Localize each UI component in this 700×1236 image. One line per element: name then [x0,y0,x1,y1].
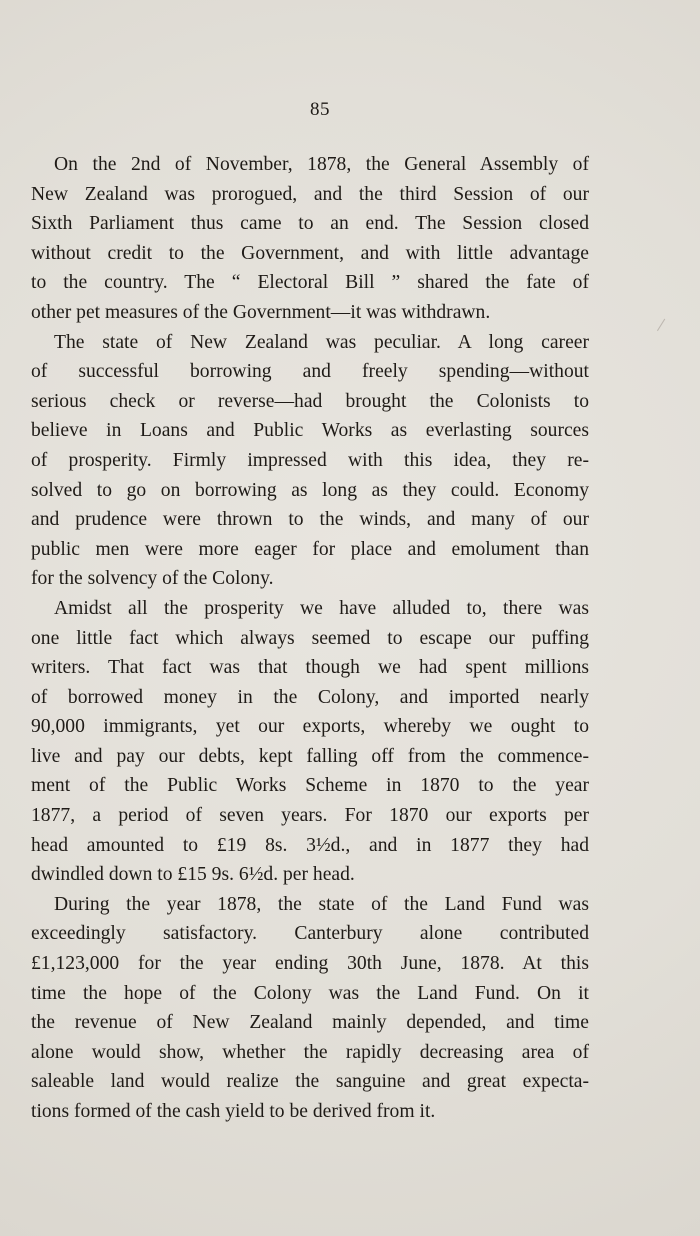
text-line: time the hope of the Colony was the Land Fund. On it [31,982,589,1004]
text-line: £1,123,000 for the year ending 30th June, 1878. At this [31,953,589,975]
text-line: writers. That fact was that though we had spent millions [31,657,589,679]
text-line: serious check or reverse—had brought the Colonists to [31,390,589,412]
text-line: to the country. The “ Electoral Bill ” shared the fate of [31,272,589,294]
text-line: for the solvency of the Colony. [31,568,274,590]
text-line: The state of New Zealand was peculiar. A long career [54,331,589,353]
text-line: and prudence were thrown to the winds, and many of our [31,509,589,531]
text-line: other pet measures of the Government—it was withdrawn. [31,301,491,323]
text-line: Sixth Parliament thus came to an end. The Session closed [31,213,589,235]
text-line: one little fact which always seemed to escape our puffing [31,627,589,649]
text-line: 90,000 immigrants, yet our exports, whereby we ought to [31,716,589,738]
text-line: the revenue of New Zealand mainly depended, and time [31,1012,589,1034]
text-line: alone would show, whether the rapidly decreasing area of [31,1041,589,1063]
text-line: New Zealand was prorogued, and the third Session of our [31,183,589,205]
text-line: of borrowed money in the Colony, and imported nearly [31,686,589,708]
text-line: of successful borrowing and freely spending—without [31,361,589,383]
text-line: 1877, a period of seven years. For 1870 our exports per [31,805,589,827]
text-line: tions formed of the cash yield to be derived from it. [31,1101,436,1122]
body-text [31,150,589,1127]
text-line: without credit to the Government, and with little advantage [31,242,589,264]
text-line: ment of the Public Works Scheme in 1870 to the year [31,775,589,797]
text-line: exceedingly satisfactory. Canterbury alone contributed [31,923,589,945]
text-line: On the 2nd of November, 1878, the General Assembly of [54,154,589,175]
text-line: Amidst all the prosperity we have alluded to, there was [54,597,589,619]
text-line: public men were more eager for place and emolument than [31,538,589,560]
text-line: saleable land would realize the sanguine and great expecta- [31,1071,589,1093]
text-line: dwindled down to £15 9s. 6½d. per head. [31,864,355,886]
text-line: head amounted to £19 8s. 3½d., and in 1877 they had [31,834,589,856]
text-line: During the year 1878, the state of the Land Fund was [54,893,589,915]
paper-mark [657,319,672,336]
text-line: of prosperity. Firmly impressed with this idea, they re- [31,449,589,471]
text-line: live and pay our debts, kept falling off from the commence- [31,745,589,767]
text-line: solved to go on borrowing as long as they could. Economy [31,479,589,501]
page-number: 85 [310,99,330,120]
text-line: believe in Loans and Public Works as everlasting sources [31,420,589,442]
